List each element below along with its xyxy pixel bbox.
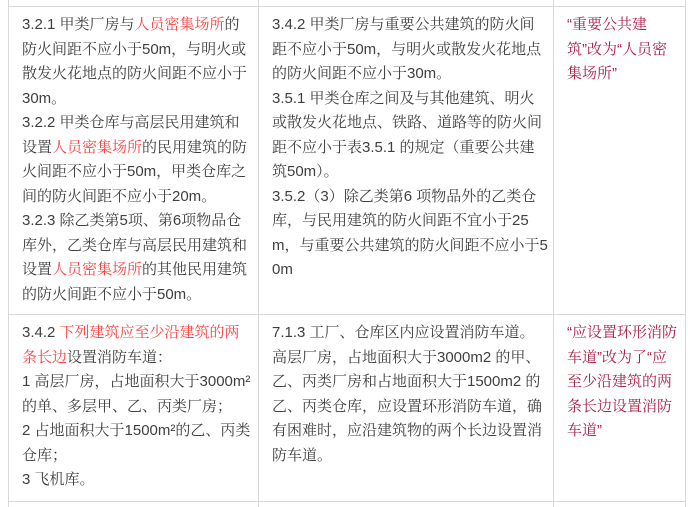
paragraph	[272, 13, 548, 87]
paragraph	[272, 185, 548, 283]
cell-clause-right	[259, 315, 554, 502]
text-segment: 3.5.1 甲类仓库之间及与其他建筑、明火或散发火花地点、铁路、道路等的防火间距不应小于表3.5.1 的规定（重要公共建筑50m）。	[272, 89, 543, 180]
text-segment: 的防火间距不应小于50m，与明火或散发火花地点的防火间距不应小于30m。	[22, 16, 248, 107]
table-row-partial-bottom	[9, 502, 686, 507]
highlighted-text: “应设置环形消防车道”改为了“应至少沿建筑的两条长边设置消防车道”	[567, 324, 677, 439]
paragraph	[567, 321, 680, 444]
table-cell-empty	[9, 502, 259, 507]
cell-revision-note	[554, 7, 686, 315]
paragraph	[272, 87, 548, 185]
table-row	[9, 315, 686, 502]
comparison-table	[8, 0, 686, 507]
text-segment: 的民用建筑的防火间距不应小于50m，甲类仓库之间的防火间距不应小于20m。	[22, 138, 248, 205]
table-row	[9, 7, 686, 315]
cell-clause-right	[259, 7, 554, 315]
table-cell-empty	[554, 502, 686, 507]
text-segment: 2 占地面积大于1500m²的乙、丙类仓库；	[22, 422, 251, 464]
paragraph	[22, 111, 253, 209]
text-segment: 3.4.2 甲类厂房与重要公共建筑的防火间距不应小于50m，与明火或散发火花地点的防火间距不应小于30m。	[272, 16, 542, 82]
paragraph	[272, 321, 548, 468]
paragraph	[22, 419, 253, 468]
highlighted-text: 下列建筑应至少沿建筑的两条长边	[22, 324, 240, 366]
text-segment: 1 高层厂房，占地面积大于3000m²的单、多层甲、乙、丙类厂房；	[22, 373, 251, 415]
text-segment: 3.4.2	[22, 324, 60, 341]
text-segment: 7.1.3 工厂、仓库区内应设置消防车道。高层厂房，占地面积大于3000m2 的甲、乙、丙类厂房和占地面积大于1500m2 的乙、丙类仓库，应设置环形消防车道，确有困难时，应沿建筑物的两个长边设置消防车道。	[272, 324, 543, 464]
table-cell-empty	[259, 502, 554, 507]
text-segment: 的其他民用建筑的防火间距不应小于50m。	[22, 261, 248, 303]
text-segment: 3.5.2（3）除乙类第6 项物品外的乙类仓库，与民用建筑的防火间距不宜小于25m，与重要公共建筑的防火间距不应小于50m	[272, 187, 548, 278]
paragraph	[22, 370, 253, 419]
highlighted-text: “重要公共建筑”改为“人员密集场所”	[567, 16, 667, 82]
paragraph	[22, 321, 253, 370]
cell-revision-note	[554, 315, 686, 502]
text-segment: 3.2.1 甲类厂房与	[22, 16, 135, 33]
cell-clause-left	[9, 7, 259, 315]
paragraph	[567, 13, 680, 87]
cell-clause-left	[9, 315, 259, 502]
paragraph	[22, 209, 253, 307]
text-segment: 3 飞机库。	[22, 471, 95, 488]
highlighted-text: 人员密集场所	[52, 138, 143, 156]
text-segment: 3.2.3 除乙类第5项、第6项物品仓库外，乙类仓库与高层民用建筑和设置	[22, 212, 248, 278]
text-segment: 设置消防车道：	[67, 348, 173, 366]
highlighted-text: 人员密集场所	[52, 261, 143, 278]
highlighted-text: 人员密集场所	[134, 16, 225, 33]
text-segment: 3.2.2 甲类仓库与高层民用建筑和设置	[22, 114, 240, 156]
paragraph	[22, 13, 253, 111]
paragraph	[22, 468, 253, 493]
